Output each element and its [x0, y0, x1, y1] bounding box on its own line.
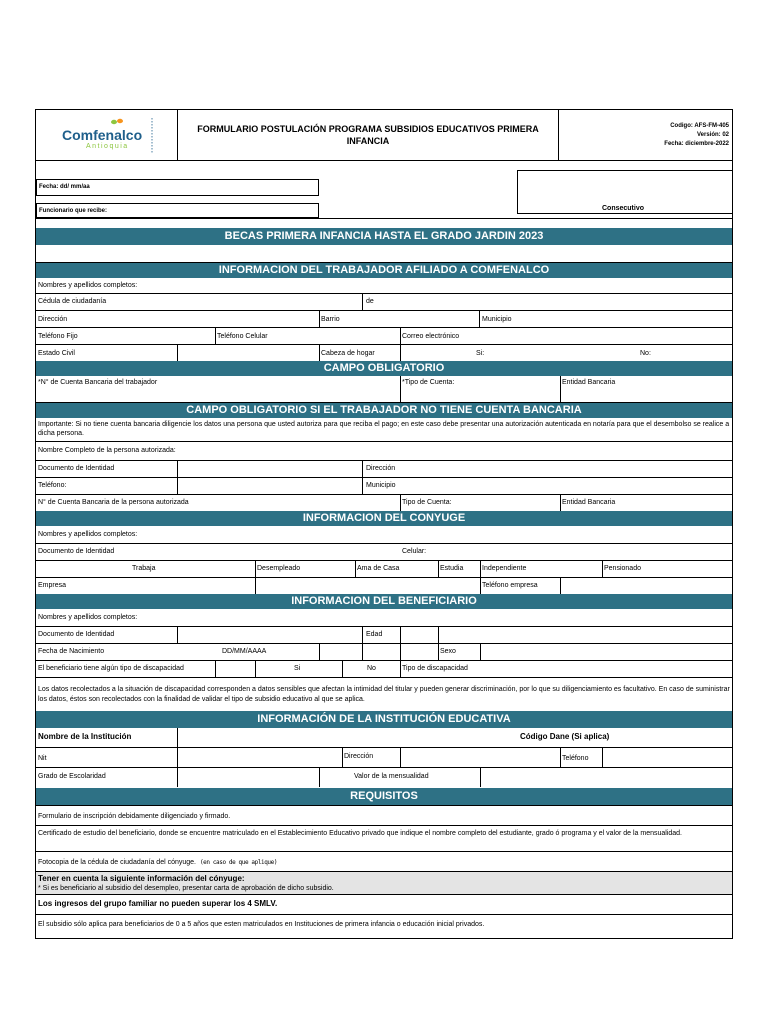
- funcionario-field[interactable]: [36, 203, 319, 218]
- conyuge-independiente-label: Independiente: [482, 565, 527, 572]
- requisito-formulario: Formulario de inscripción debidamente diligenciado y firmado.: [38, 813, 231, 820]
- trabajador-telefono-fijo-label: Teléfono Fijo: [38, 333, 78, 340]
- beneficiario-section-title: INFORMACION DEL BENEFICIARIO: [291, 595, 477, 607]
- consecutivo-label: Consecutivo: [602, 205, 645, 212]
- conyuge-estudia-label: Estudia: [440, 565, 464, 572]
- cuenta-trabajador-label: *N° de Cuenta Bancaria del trabajador: [38, 379, 158, 386]
- codigo-dane-label: Código Dane (Si aplica): [520, 732, 610, 741]
- conyuge-nombres-label: Nombres y apellidos completos:: [38, 531, 138, 538]
- comfenalco-logo: [58, 116, 170, 156]
- institucion-nit-label: Nit: [38, 755, 47, 762]
- beneficiario-sexo-label: Sexo: [440, 648, 456, 655]
- requisito-cedula-conyuge: [38, 858, 277, 867]
- beneficiario-nombres-label: Nombres y apellidos completos:: [38, 614, 138, 621]
- conyuge-desempleado-label: Desempleado: [257, 565, 301, 572]
- beneficiario-si-label: Si: [294, 665, 301, 672]
- subsidio-note: El subsidio sólo aplica para beneficiarios de 0 a 5 años que esten matriculados en Instituciones de primera infancia o educación inicial privados.: [38, 921, 485, 928]
- trabajador-cedula-label: Cédula de ciudadanía: [38, 298, 107, 305]
- requisito-certificado: Certificado de estudio del beneficiario, donde se encuentre matriculado en el Establecimiento Educativo privado que indique el nombre completo del estudiante, grado ó programa y el valor de la mensualidad.: [38, 830, 683, 837]
- campo-obligatorio-bar: [36, 361, 732, 376]
- conyuge-ama-casa-label: Ama de Casa: [357, 565, 400, 572]
- autorizada-tipo-cuenta-label: Tipo de Cuenta:: [402, 499, 452, 506]
- autorizada-entidad-label: Entidad Bancaria: [562, 499, 616, 506]
- codigo-label: Codigo: AFS-FM-405: [670, 123, 729, 129]
- trabajador-de-label: de: [366, 298, 374, 305]
- trabajador-cabeza-hogar-label: Cabeza de hogar: [321, 350, 375, 357]
- conyuge-empresa-label: Empresa: [38, 582, 67, 589]
- trabajador-si-label: Si:: [476, 350, 485, 357]
- logo-sub-text: Antioquia: [86, 143, 129, 150]
- tipo-cuenta-trabajador-label: *Tipo de Cuenta:: [402, 379, 455, 386]
- autorizada-direccion-label: Dirección: [366, 465, 396, 472]
- beneficiario-section-bar: [36, 594, 732, 609]
- autorizada-telefono-label: Teléfono:: [38, 482, 67, 489]
- trabajador-municipio-label: Municipio: [482, 316, 512, 323]
- trabajador-estado-civil-label: Estado Civil: [38, 350, 75, 357]
- conyuge-celular-label: Celular:: [402, 548, 427, 555]
- importante-note: Importante: Si no tiene cuenta bancaria diligencie los datos una persona que usted autoriza para que reciba el pago; en este caso debe presentar una autorización autenticada en notaría para que el desembolso se realice a dicha persona.: [38, 421, 730, 437]
- conyuge-section-title: INFORMACION DEL CONYUGE: [302, 512, 466, 524]
- beneficiario-edad-label: Edad: [366, 631, 383, 638]
- conyuge-section-bar: [36, 511, 732, 526]
- beneficiario-fecha-nacimiento-label: Fecha de Nacimiento: [38, 648, 105, 655]
- fecha-label: Fecha: dd/ mm/aa: [39, 184, 90, 190]
- ingresos-note: Los ingresos del grupo familiar no pueden superar los 4 SMLV.: [38, 899, 278, 908]
- autorizada-municipio-label: Municipio: [366, 482, 396, 489]
- institucion-grado-label: Grado de Escolaridad: [38, 773, 106, 780]
- sin-cuenta-title: CAMPO OBLIGATORIO SI EL TRABAJADOR NO TIENE CUENTA BANCARIA: [186, 404, 582, 416]
- autorizada-nombre-label: Nombre Completo de la persona autorizada:: [38, 447, 176, 454]
- beneficiario-discapacidad-label: El beneficiario tiene algún tipo de discapacidad: [38, 665, 184, 672]
- form-title: FORMULARIO POSTULACIÓN PROGRAMA SUBSIDIOS EDUCATIVOS PRIMERA INFANCIA: [197, 124, 539, 146]
- trabajador-telefono-celular-label: Teléfono Celular: [217, 333, 268, 340]
- fecha-field[interactable]: [36, 179, 319, 196]
- requisito-cedula-text: Fotocopia de la cédula de ciudadanía del cónyuge.: [38, 859, 197, 866]
- fecha-version-label: Fecha: diciembre-2022: [664, 141, 729, 147]
- campo-obligatorio-title: CAMPO OBLIGATORIO: [323, 362, 445, 374]
- institucion-section-title: INFORMACIÓN DE LA INSTITUCIÓN EDUCATIVA: [257, 713, 511, 725]
- autorizada-cuenta-label: N° de Cuenta Bancaria de la persona autorizada: [38, 499, 189, 506]
- trabajador-section-bar: [36, 263, 732, 278]
- institucion-valor-label: Valor de la mensualidad: [354, 773, 429, 780]
- trabajador-barrio-label: Barrio: [321, 316, 340, 323]
- tener-en-cuenta-text: * Si es beneficiario al subsidio del desempleo, presentar carta de aprobación de dicho subsidio.: [38, 885, 334, 892]
- discapacidad-aviso: Los datos recolectados a la situación de discapacidad corresponden a datos sensibles que afectan la intimidad del titular y pueden generar discriminación, por lo que su diligenciamiento es facultativo. En caso de suministrar los datos, éstos son recolectados con la finalidad de validar el tipo de subsidio educativo al que se aplica.: [38, 686, 730, 703]
- beneficiario-documento-label: Documento de Identidad: [38, 631, 115, 638]
- trabajador-no-label: No:: [640, 350, 651, 357]
- beneficiario-tipo-discapacidad-label: Tipo de discapacidad: [402, 665, 468, 672]
- conyuge-documento-label: Documento de Identidad: [38, 548, 115, 555]
- beneficiario-no-label: No: [367, 665, 376, 672]
- sin-cuenta-bar: [36, 403, 732, 418]
- becas-title: BECAS PRIMERA INFANCIA HASTA EL GRADO JARDIN 2023: [224, 230, 544, 242]
- conyuge-trabaja-label: Trabaja: [132, 565, 156, 572]
- conyuge-pensionado-label: Pensionado: [604, 565, 641, 572]
- funcionario-label: Funcionario que recibe:: [39, 208, 108, 214]
- becas-title-bar: [36, 228, 732, 245]
- requisito-cedula-note: (en caso de que aplique): [199, 859, 278, 866]
- conyuge-telefono-empresa-label: Teléfono empresa: [482, 582, 538, 589]
- trabajador-correo-label: Correo electrónico: [402, 333, 460, 340]
- requisitos-section-title: REQUISITOS: [350, 790, 418, 802]
- trabajador-direccion-label: Dirección: [38, 316, 68, 323]
- entidad-trabajador-label: Entidad Bancaria: [562, 379, 616, 386]
- requisitos-section-bar: [36, 788, 732, 805]
- institucion-telefono-label: Teléfono: [562, 755, 589, 762]
- trabajador-section-title: INFORMACION DEL TRABAJADOR AFILIADO A COMFENALCO: [218, 264, 550, 276]
- institucion-section-bar: [36, 711, 732, 728]
- application-form: [35, 109, 733, 939]
- logo-main-text: Comfenalco: [62, 127, 143, 143]
- institucion-direccion-label: Dirección: [344, 753, 374, 760]
- institucion-nombre-label: Nombre de la Institución: [38, 732, 132, 741]
- beneficiario-fecha-formato[interactable]: DD/MM/AAAA: [222, 648, 267, 655]
- tener-en-cuenta-title: Tener en cuenta la siguiente información del cónyuge:: [38, 874, 245, 883]
- version-label: Versión: 02: [696, 132, 729, 138]
- trabajador-nombres-label: Nombres y apellidos completos:: [38, 282, 138, 289]
- autorizada-documento-label: Documento de Identidad: [38, 465, 115, 472]
